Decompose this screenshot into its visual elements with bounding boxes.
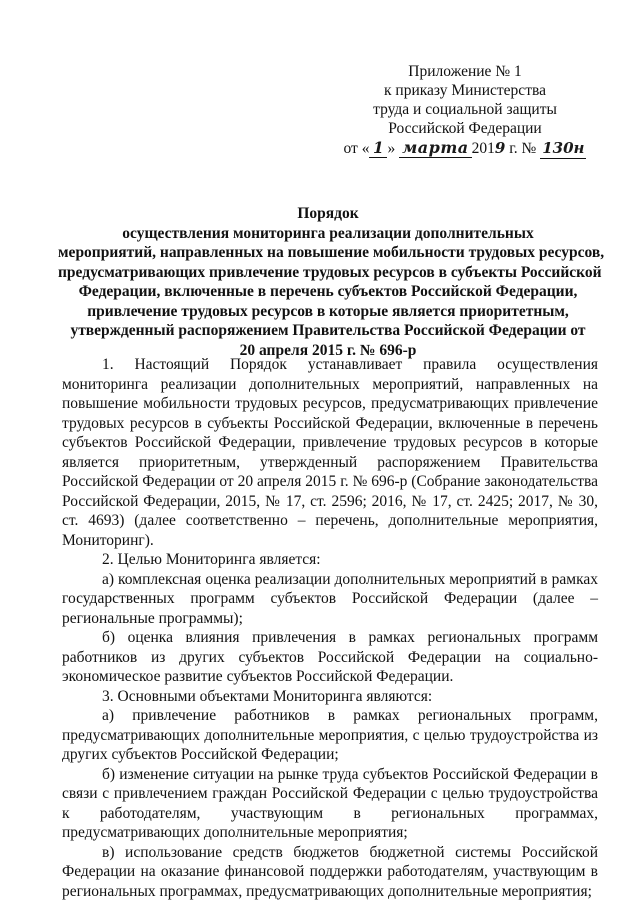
title-line: мероприятий, направленных на повышение мобильности трудовых ресурсов,	[58, 244, 605, 261]
handwritten-order-number: 130н	[542, 139, 585, 157]
date-prefix: от «	[343, 140, 370, 157]
title-line: 20 апреля 2015 г. № 696-р	[239, 341, 417, 359]
title-line: утвержденный распоряжением Правительства Российской Федерации от	[70, 322, 586, 339]
handwritten-month: марта	[399, 138, 472, 158]
title-heading: Порядок	[297, 205, 359, 222]
paragraph: 2. Целью Мониторинга является:	[102, 551, 321, 568]
title-line: Федерации, включенные в перечень субъектов Российской Федерации,	[78, 283, 578, 300]
title-line: предусматривающих привлечение трудовых ресурсов в субъекты Российской	[58, 263, 602, 281]
paragraph: 3. Основными объектами Мониторинга являются:	[102, 687, 433, 705]
appendix-header	[340, 62, 590, 159]
appendix-country: Российской Федерации	[388, 120, 542, 137]
appendix-number: Приложение № 1	[408, 63, 522, 80]
title-line: осуществления мониторинга реализации дополнительных	[122, 224, 534, 242]
paragraph: а) привлечение работников в рамках региональных программ, предусматривающих дополнительные мероприятия, с целью трудоустройства из других субъектов Российской Федерации;	[62, 707, 598, 763]
paragraph: б) оценка влияния привлечения в рамках региональных программ работников из других субъектов Российской Федерации на социально-экономическое развитие субъектов Российской Федерации.	[62, 629, 598, 685]
appendix-date-line	[340, 138, 590, 159]
appendix-ministry: труда и социальной защиты	[373, 101, 557, 118]
document-body	[62, 355, 598, 901]
paragraph: в) использование средств бюджетов бюджетной системы Российской Федерации на оказание финансовой поддержки работодателям, участвующим в региональных программах, предусматривающих дополнительные мероприятия;	[62, 843, 598, 900]
appendix-order-ref: к приказу Министерства	[384, 82, 546, 99]
title-line: привлечение трудовых ресурсов в которые является приоритетным,	[87, 302, 569, 320]
date-mid: »	[387, 140, 400, 157]
date-suffix: г. №	[505, 140, 541, 157]
paragraph: 1. Настоящий Порядок устанавливает правила осуществления мониторинга реализации дополнительных мероприятий, направленных на повышение мобильности трудовых ресурсов, предусматривающих привлечение трудовых ресурсов в субъекты Российской Федерации, включенные в перечень субъектов Российской Федерации, привлечение трудовых ресурсов в которые является приоритетным, утвержденный распоряжением Правительства Российской Федерации от 20 апреля 2015 г. № 696-р (Собрание законодательства Российской Федерации, 2015, № 17, ст. 2596; 2016, № 17, ст. 2425; 2017, № 30, ст. 4693) (далее соответственно – перечень, дополнительные мероприятия, Мониторинг).	[62, 356, 598, 549]
handwritten-year-digit: 9	[494, 139, 506, 157]
date-year-prefix: 201	[471, 140, 495, 157]
paragraph: а) комплексная оценка реализации дополнительных мероприятий в рамках государственных программ субъектов Российской Федерации (далее – региональные программы);	[62, 570, 598, 627]
handwritten-day: 1	[369, 138, 387, 158]
document-title	[58, 204, 605, 360]
paragraph: б) изменение ситуации на рынке труда субъектов Российской Федерации в связи с привлечением граждан Российской Федерации с целью трудоустройства к работодателям, участвующим в региональных программах, предусматривающих дополнительные мероприятия;	[62, 765, 598, 841]
